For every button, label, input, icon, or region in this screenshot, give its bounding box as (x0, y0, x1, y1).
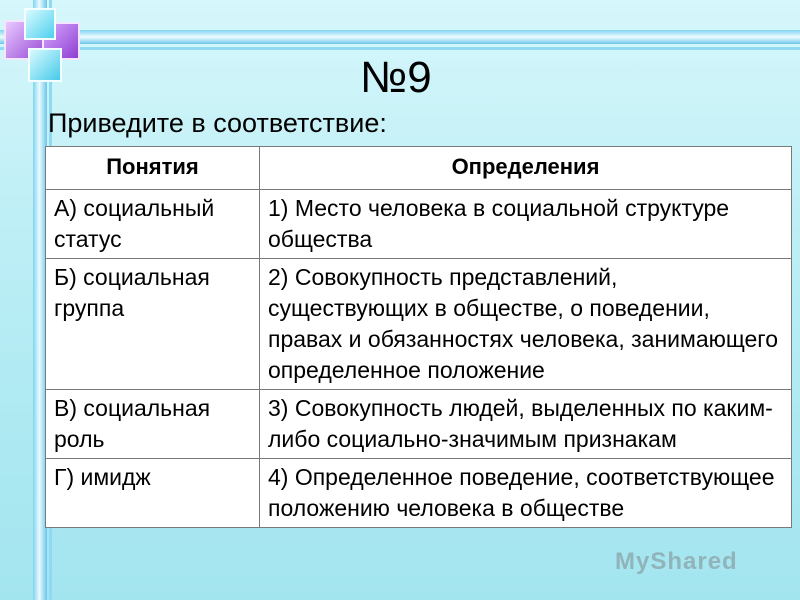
table-header-row (46, 147, 792, 190)
header-concepts: Понятия (46, 147, 260, 190)
concept-cell: В) социальная роль (46, 390, 260, 459)
table-row (46, 390, 792, 459)
concept-cell: Г) имидж (46, 459, 260, 528)
definition-cell: 3) Совокупность людей, выделенных по каким-либо социально-значимым признакам (260, 390, 792, 459)
decor-square-cyan-top (24, 8, 56, 40)
slide-subtitle: Приведите в соответствие: (48, 108, 387, 138)
definition-cell: 1) Место человека в социальной структуре общества (260, 190, 792, 259)
watermark-text: MyShared (615, 548, 738, 575)
top-decor-thin-stripe (0, 47, 800, 50)
decor-square-cyan-bottom (28, 48, 62, 82)
table-row (46, 459, 792, 528)
header-definitions: Определения (260, 147, 792, 190)
table-row (46, 259, 792, 390)
slide-title: №9 (360, 53, 432, 102)
top-decor-stripe (0, 30, 800, 44)
matching-table (45, 146, 792, 528)
definition-cell: 2) Совокупность представлений, существующих в обществе, о поведении, правах и обязанностях человека, занимающего определенное положение (260, 259, 792, 390)
definition-cell: 4) Определенное поведение, соответствующее положению человека в обществе (260, 459, 792, 528)
table-row (46, 190, 792, 259)
concept-cell: Б) социальная группа (46, 259, 260, 390)
concept-cell: А) социальный статус (46, 190, 260, 259)
